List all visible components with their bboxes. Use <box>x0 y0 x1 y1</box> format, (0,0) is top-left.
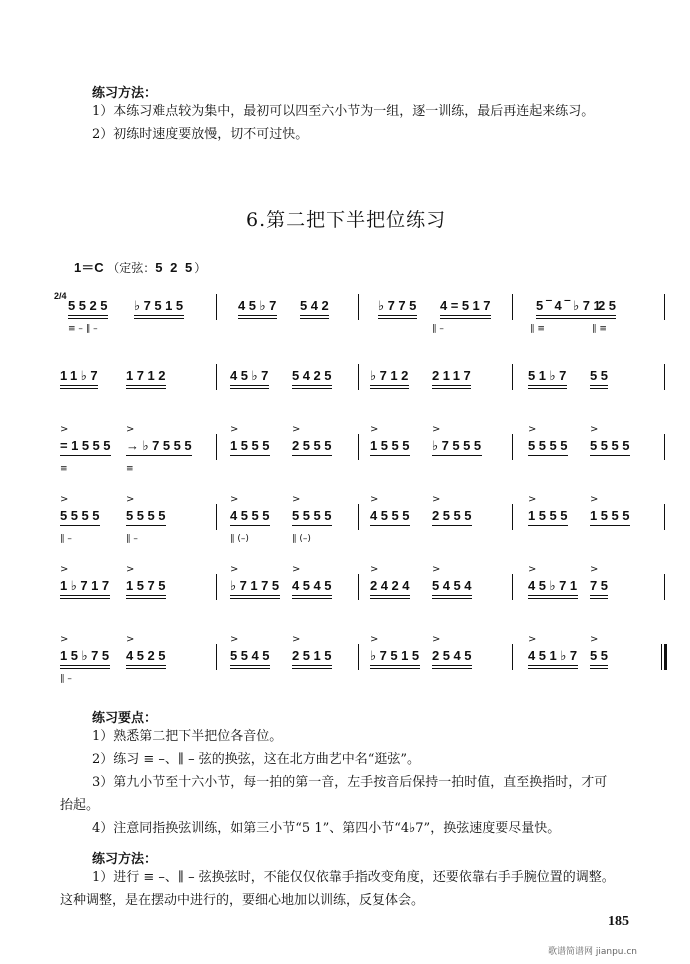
tuning-label: （定弦： <box>107 261 156 275</box>
accent-mark: > <box>60 634 69 645</box>
barline <box>358 504 359 530</box>
note-group: 1555 <box>528 508 571 523</box>
string-mark: ≡ <box>126 464 134 474</box>
barline <box>664 504 665 530</box>
barline <box>664 364 665 390</box>
points-line-2: 2）练习 ≡ –、∥ – 弦的换弦，这在北方曲艺中名“逛弦”。 <box>92 752 420 767</box>
score-row-5 <box>60 564 664 622</box>
note-group: ♭712 <box>370 368 412 383</box>
accent-mark: > <box>60 494 69 505</box>
accent-mark: > <box>432 634 441 645</box>
note-group: ♭7515 <box>370 648 423 663</box>
barline <box>664 574 665 600</box>
note-group: 2515 <box>292 648 335 663</box>
barline <box>512 644 513 670</box>
string-mark: ≡ – ∥ – <box>68 324 98 334</box>
note-group: 2545 <box>432 648 475 663</box>
note-group: 5525 <box>68 298 111 313</box>
barline <box>664 294 665 320</box>
note-group: 451♭7 <box>528 648 581 663</box>
note-group: 1♭717 <box>60 578 113 593</box>
note-group: 5555 <box>60 508 103 523</box>
note-group: 45♭71 <box>528 578 581 593</box>
points-line-1: 1）熟悉第二把下半把位各音位。 <box>92 729 283 744</box>
barline <box>512 364 513 390</box>
note-group: 4555 <box>370 508 413 523</box>
accent-mark: > <box>60 424 69 435</box>
accent-mark: > <box>528 424 537 435</box>
note-group: 1712 <box>126 368 169 383</box>
string-mark: ∥ – <box>432 324 444 334</box>
accent-mark: > <box>292 494 301 505</box>
method-line-2: 2）初练时速度要放慢，切不可过快。 <box>92 127 309 142</box>
method-heading-bottom: 练习方法： <box>92 852 158 867</box>
method-heading-top: 练习方法： <box>92 86 158 101</box>
accent-mark: > <box>292 564 301 575</box>
tuning-close: ） <box>194 261 207 275</box>
accent-mark: > <box>126 424 135 435</box>
note-group: 5425 <box>292 368 335 383</box>
accent-mark: > <box>528 634 537 645</box>
note-group: ♭775 <box>378 298 420 313</box>
accent-mark: > <box>590 564 599 575</box>
note-group: ♭7515 <box>134 298 187 313</box>
accent-mark: > <box>370 494 379 505</box>
key-signature <box>74 257 206 276</box>
string-mark: ∥ ≡ <box>592 324 607 334</box>
note-group: 25 <box>598 298 620 313</box>
accent-mark: > <box>590 494 599 505</box>
final-barline <box>664 644 667 670</box>
note-group: 5‾4‾♭71 <box>536 298 605 313</box>
accent-mark: > <box>528 564 537 575</box>
method-bottom-line-2: 这种调整，是在摆动中进行的，要细心地加以训练，反复体会。 <box>60 893 425 908</box>
points-line-4: 4）注意同指换弦训练，如第三小节“5 1”、第四小节“4♭7”，换弦速度要尽量快。 <box>92 821 561 836</box>
accent-mark: > <box>370 564 379 575</box>
note-group: 2555 <box>432 508 475 523</box>
note-group: 55 <box>590 368 612 383</box>
accent-mark: > <box>230 564 239 575</box>
note-group: 2555 <box>292 438 335 453</box>
note-group: 15♭75 <box>60 648 113 663</box>
string-mark: ∥ (–) <box>292 534 311 544</box>
score-row-2 <box>60 368 664 412</box>
note-group: 5454 <box>432 578 475 593</box>
note-group: ♭7555 <box>432 438 485 453</box>
accent-mark: > <box>126 634 135 645</box>
accent-mark: > <box>292 424 301 435</box>
barline <box>358 574 359 600</box>
note-group: 4=517 <box>440 298 495 313</box>
note-group: 45♭7 <box>238 298 280 313</box>
accent-mark: > <box>60 564 69 575</box>
note-group: 55 <box>590 648 612 663</box>
score-row-6 <box>60 634 664 692</box>
time-signature: 2/4 <box>54 291 67 301</box>
points-line-3: 3）第九小节至十六小节，每一拍的第一音，左手按音后保持一拍时值，直至换指时，才可 <box>92 775 608 790</box>
accent-mark: > <box>126 564 135 575</box>
note-group: 1555 <box>230 438 273 453</box>
accent-mark: > <box>432 564 441 575</box>
barline <box>358 644 359 670</box>
note-group: 5555 <box>590 438 633 453</box>
note-group: 4545 <box>292 578 335 593</box>
barline <box>216 504 217 530</box>
score-row-4 <box>60 494 664 552</box>
note-group: 75 <box>590 578 612 593</box>
note-group: =1555 <box>60 438 115 453</box>
score-row-3 <box>60 424 664 482</box>
accent-mark: > <box>590 424 599 435</box>
note-group: 4525 <box>126 648 169 663</box>
barline <box>664 434 665 460</box>
score-row-1 <box>54 291 664 342</box>
barline <box>216 434 217 460</box>
points-heading: 练习要点： <box>92 711 158 726</box>
barline <box>512 294 513 320</box>
string-mark: ∥ (–) <box>230 534 249 544</box>
accent-mark: > <box>432 424 441 435</box>
barline <box>512 434 513 460</box>
string-mark: ∥ – <box>126 534 138 544</box>
tuning-notes: 5 2 5 <box>155 260 195 275</box>
method-bottom-line-1: 1）进行 ≡ –、∥ – 弦换弦时，不能仅仅依靠手指改变角度，还要依靠右手手腕位置的调整。 <box>92 870 615 885</box>
barline <box>358 364 359 390</box>
barline <box>216 294 217 320</box>
accent-mark: > <box>230 494 239 505</box>
method-line-1: 1）本练习难点较为集中，最初可以四至六小节为一组，逐一训练，最后再连起来练习。 <box>92 104 595 119</box>
barline <box>512 504 513 530</box>
note-group: 5555 <box>126 508 169 523</box>
note-group: 5555 <box>528 438 571 453</box>
accent-mark: > <box>230 634 239 645</box>
page-title: 6.第二把下半把位练习 <box>246 209 447 231</box>
string-mark: ∥ ≡ <box>530 324 545 334</box>
accent-mark: > <box>528 494 537 505</box>
accent-mark: > <box>590 634 599 645</box>
note-group: 51♭7 <box>528 368 570 383</box>
accent-mark: > <box>370 634 379 645</box>
key-prefix: 1＝C <box>74 260 104 275</box>
accent-mark: > <box>292 634 301 645</box>
watermark: 歌谱简谱网 jianpu.cn <box>548 947 638 957</box>
barline <box>358 434 359 460</box>
points-line-3b: 抬起。 <box>60 798 100 813</box>
accent-mark: > <box>230 424 239 435</box>
note-group: 11♭7 <box>60 368 102 383</box>
note-group: 2424 <box>370 578 413 593</box>
barline <box>216 364 217 390</box>
accent-mark: > <box>432 494 441 505</box>
note-group: 1555 <box>590 508 633 523</box>
accent-mark: > <box>126 494 135 505</box>
barline <box>216 644 217 670</box>
barline <box>512 574 513 600</box>
note-group: ♭7175 <box>230 578 283 593</box>
barline <box>358 294 359 320</box>
barline <box>216 574 217 600</box>
note-group: 1575 <box>126 578 169 593</box>
string-mark: ≡ <box>60 464 68 474</box>
string-mark: ∥ – <box>60 534 72 544</box>
string-mark: ∥ – <box>60 674 72 684</box>
note-group: 542 <box>300 298 333 313</box>
note-group: 4555 <box>230 508 273 523</box>
note-group: 45♭7 <box>230 368 272 383</box>
note-group: 1555 <box>370 438 413 453</box>
note-group: →♭7555 <box>126 438 196 453</box>
note-group: 5545 <box>230 648 273 663</box>
page-number: 185 <box>608 914 629 929</box>
note-group: 5555 <box>292 508 335 523</box>
accent-mark: > <box>370 424 379 435</box>
note-group: 2117 <box>432 368 475 383</box>
